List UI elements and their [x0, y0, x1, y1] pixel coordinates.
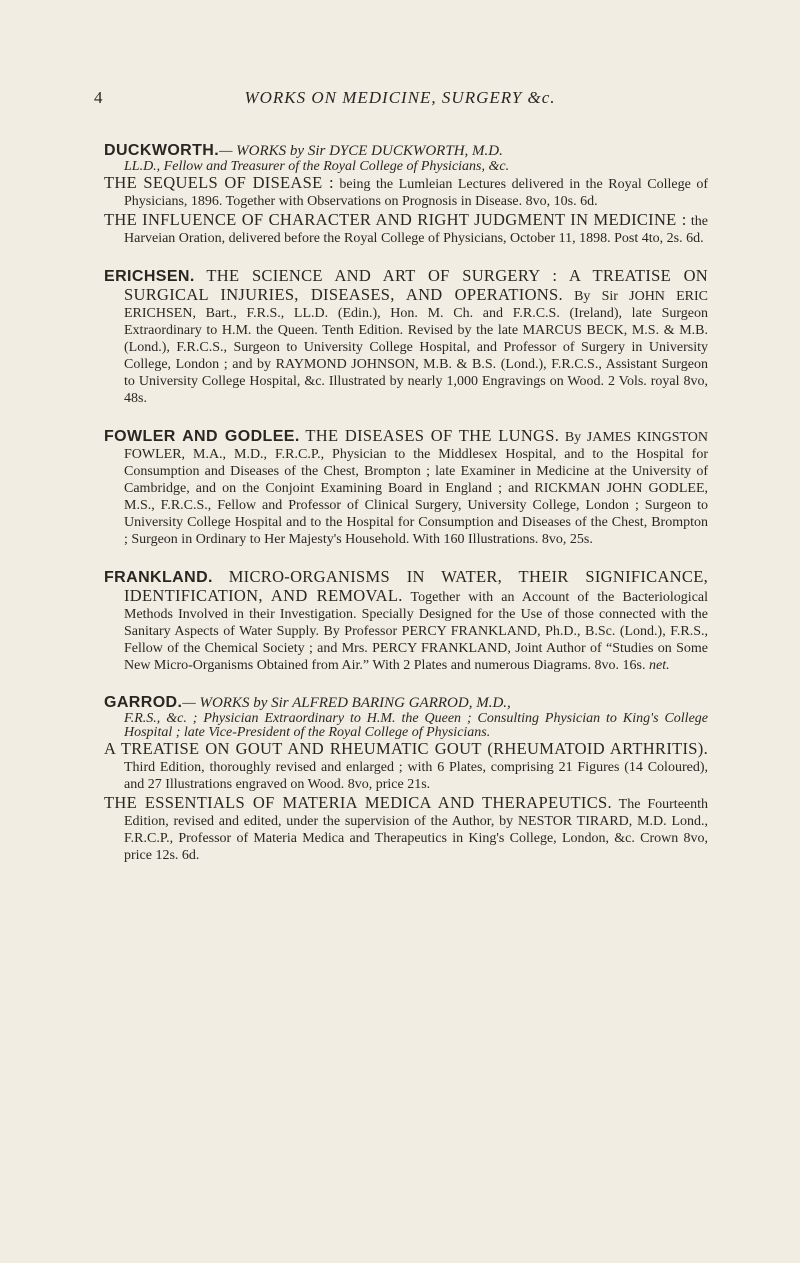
- work-description: the Harveian Oration, delivered before the Royal College of Physicians, October 11, 1898. Post 4to, 2s. 6d.: [124, 214, 709, 246]
- work-description: By JAMES KINGSTON FOWLER, M.A., M.D., F.R.C.P., Physician to the Middlesex Hospital, and to the Hospital for Consumption and Diseases of the Chest, Brompton ; late Examiner in Medicine at the University of Cambridge, and on the Conjoint Examining Board in England ; and RICKMAN JOHN GODLEE, M.S., F.R.C.S., Fellow and Professor of Clinical Surgery, University College, London ; Surgeon to University College Hospital and to the Hospital for Consumption and Diseases of the Chest, Brompton ; Surgeon in Ordinary to Her Majesty's Household. With 160 Illustrations. 8vo, 25s.: [124, 430, 709, 547]
- work-description: The Fourteenth Edition, revised and edited, under the supervision of the Author, by NESTOR TIRARD, M.D. Lond., F.R.C.P., Professor of Materia Medica and Therapeutics in King's College, London, &c. Crown 8vo, price 12s. 6d.: [124, 797, 709, 863]
- work-item: [104, 211, 708, 247]
- entry-frankland: [104, 568, 708, 674]
- price-note: net.: [649, 658, 670, 673]
- entry-duckworth: [104, 142, 708, 247]
- entry-credentials: LL.D., Fellow and Treasurer of the Royal College of Physicians, &c.: [124, 159, 510, 174]
- work-title: THE SCIENCE AND ART OF SURGERY : A TREATISE ON SURGICAL INJURIES, DISEASES, AND OPERATIONS.: [124, 266, 709, 304]
- work-description: Third Edition, thoroughly revised and enlarged ; with 6 Plates, comprising 21 Figures (14 Coloured), and 27 Illustrations engraved on Wood. 8vo, price 21s.: [124, 760, 708, 792]
- entry-author: FOWLER AND GODLEE.: [104, 428, 300, 445]
- running-head: WORKS ON MEDICINE, SURGERY &c.: [244, 88, 556, 107]
- work-title: MICRO-ORGANISMS IN WATER, THEIR SIGNIFICANCE, IDENTIFICATION, AND REMOVAL.: [124, 567, 708, 605]
- work-title: THE DISEASES OF THE LUNGS.: [305, 426, 560, 445]
- work-title: THE ESSENTIALS OF MATERIA MEDICA AND THERAPEUTICS.: [104, 793, 612, 812]
- work-description: Together with an Account of the Bacteriological Methods Involved in their Investigation. Specially Designed for the Use of those connected with the Sanitary Aspects of Water Supply. By Professor PERCY FRANKLAND, Ph.D., B.Sc. (Lond.), F.R.S., Fellow of the Chemical Society ; and Mrs. PERCY FRANKLAND, Joint Author of “Studies on Some New Micro-Organisms Obtained from Air.” With 2 Plates and numerous Diagrams. 8vo. 16s.: [124, 590, 709, 673]
- work-item: [104, 174, 708, 210]
- work-description: being the Lumleian Lectures delivered in the Royal College of Physicians, 1896. Together with Observations on Prognosis in Disease. 8vo, 10s. 6d.: [124, 177, 709, 209]
- catalogue-entries: [104, 142, 708, 884]
- entry-fowler-godlee: [104, 427, 708, 548]
- work-item: [104, 740, 708, 793]
- entry-garrod: [104, 694, 708, 864]
- entry-erichsen: [104, 267, 708, 407]
- entry-author: DUCKWORTH.: [104, 142, 220, 159]
- work-title: THE INFLUENCE OF CHARACTER AND RIGHT JUDGMENT IN MEDICINE :: [104, 210, 687, 229]
- entry-author: FRANKLAND.: [104, 569, 213, 586]
- page-header: [0, 88, 800, 116]
- page-number: 4: [94, 88, 103, 107]
- entry-author: GARROD.: [104, 694, 183, 711]
- work-title: A TREATISE ON GOUT AND RHEUMATIC GOUT (RHEUMATOID ARTHRITIS).: [104, 739, 708, 758]
- entry-series: — WORKS by Sir ALFRED BARING GARROD, M.D.,: [182, 695, 511, 711]
- work-title: THE SEQUELS OF DISEASE :: [104, 173, 334, 192]
- entry-credentials: F.R.S., &c. ; Physician Extraordinary to H.M. the Queen ; Consulting Physician to King's College Hospital ; late Vice-President of the Royal College of Physicians.: [124, 711, 708, 740]
- entry-series: — WORKS by Sir DYCE DUCKWORTH, M.D.: [219, 143, 503, 159]
- work-description: By Sir JOHN ERIC ERICHSEN, Bart., F.R.S., LL.D. (Edin.), Hon. M. Ch. and F.R.C.S. (Ireland), late Surgeon Extraordinary to H.M. the Queen. Tenth Edition. Revised by the late MARCUS BECK, M.S. & M.B. (Lond.), F.R.C.S., Surgeon to University College Hospital, and Professor of Surgery in University College, London ; and by RAYMOND JOHNSON, M.B. & B.S. (Lond.), F.R.C.S., Assistant Surgeon to University College Hospital, &c. Illustrated by nearly 1,000 Engravings on Wood. 2 Vols. royal 8vo, 48s.: [124, 289, 708, 406]
- work-item: [104, 794, 708, 864]
- entry-author: ERICHSEN.: [104, 268, 195, 285]
